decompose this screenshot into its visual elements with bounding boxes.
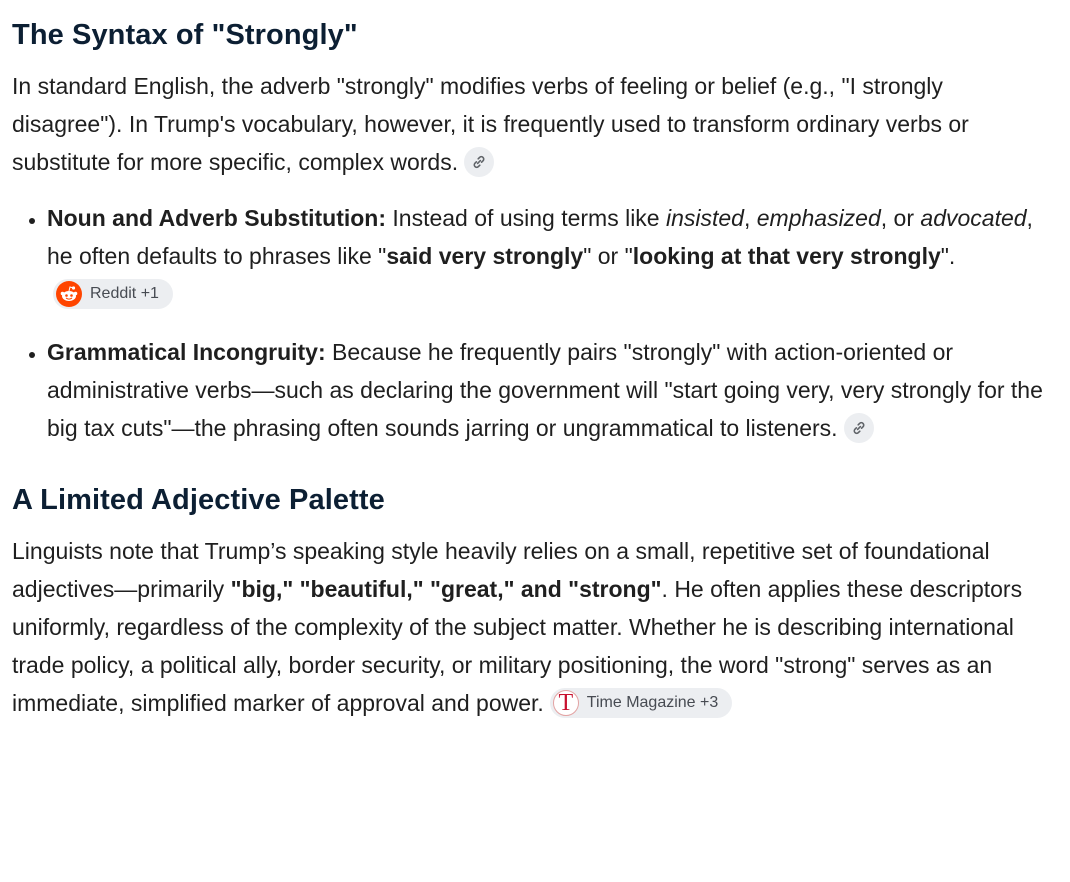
reddit-icon [56,281,82,307]
bullet-text: Instead of using terms like [386,204,666,231]
section-heading-adjective-palette: A Limited Adjective Palette [12,483,385,516]
bold-phrase: said very strongly [386,242,584,269]
paragraph-text: Linguists note that Trump’s speaking style heavily relies on a small, repetitive set of foundational adjectives—primarily [12,537,990,602]
link-icon [471,154,487,170]
emphasis-word: insisted [665,204,744,231]
bullet-label: Noun and Adverb Substitution: [47,204,387,231]
link-icon [851,420,867,436]
time-magazine-icon [553,690,579,716]
emphasis-word: emphasized [756,204,881,231]
citation-link-button[interactable] [844,413,874,443]
list-item-grammatical-incongruity [47,333,1052,447]
bullet-text: , [743,204,757,231]
bold-phrase: "big," "beautiful," "great," and "strong" [230,575,662,602]
adjective-paragraph [12,532,1052,722]
paragraph-text: . He often applies these descriptors uniformly, regardless of the complexity of the subject matter. Whether he is describing international trade policy, a political ally, border security, or military positioning, the word "strong" serves as an immediate, simplified marker of approval and power. [12,575,1023,716]
bullet-label: Grammatical Incongruity: [47,338,326,365]
source-label: Reddit +1 [90,284,159,302]
bullet-text: Because he frequently pairs "strongly" with action-oriented or administrative verbs—such as declaring the government will "start going very, very strongly for the big tax cuts"—the phrasing often sounds jarring or ungrammatical to listeners. [47,338,1043,441]
intro-text: In standard English, the adverb "strongly" modifies verbs of feeling or belief (e.g., "I strongly disagree"). In Trump's vocabulary, however, it is frequently used to transform ordinary verbs or substitute for more specific, complex words. [12,72,969,175]
source-chip-reddit[interactable] [53,279,173,309]
citation-link-button[interactable] [464,147,494,177]
bullet-text: ". [940,242,956,269]
source-label: Time Magazine +3 [586,693,719,711]
bullet-text: , or [880,204,921,231]
list-item-noun-adverb-substitution [47,199,1052,313]
bullet-list [12,199,1052,447]
bullet-text: " or " [583,242,633,269]
time-logo-letter: T [558,689,574,716]
section-intro-paragraph [12,67,1052,181]
bullet-text: , he often defaults to phrases like " [47,204,1033,269]
section-heading-syntax-strongly: The Syntax of "Strongly" [12,19,358,51]
source-chip-time-magazine[interactable] [550,688,732,718]
bold-phrase: looking at that very strongly [632,242,941,269]
emphasis-word: advocated [920,204,1027,231]
